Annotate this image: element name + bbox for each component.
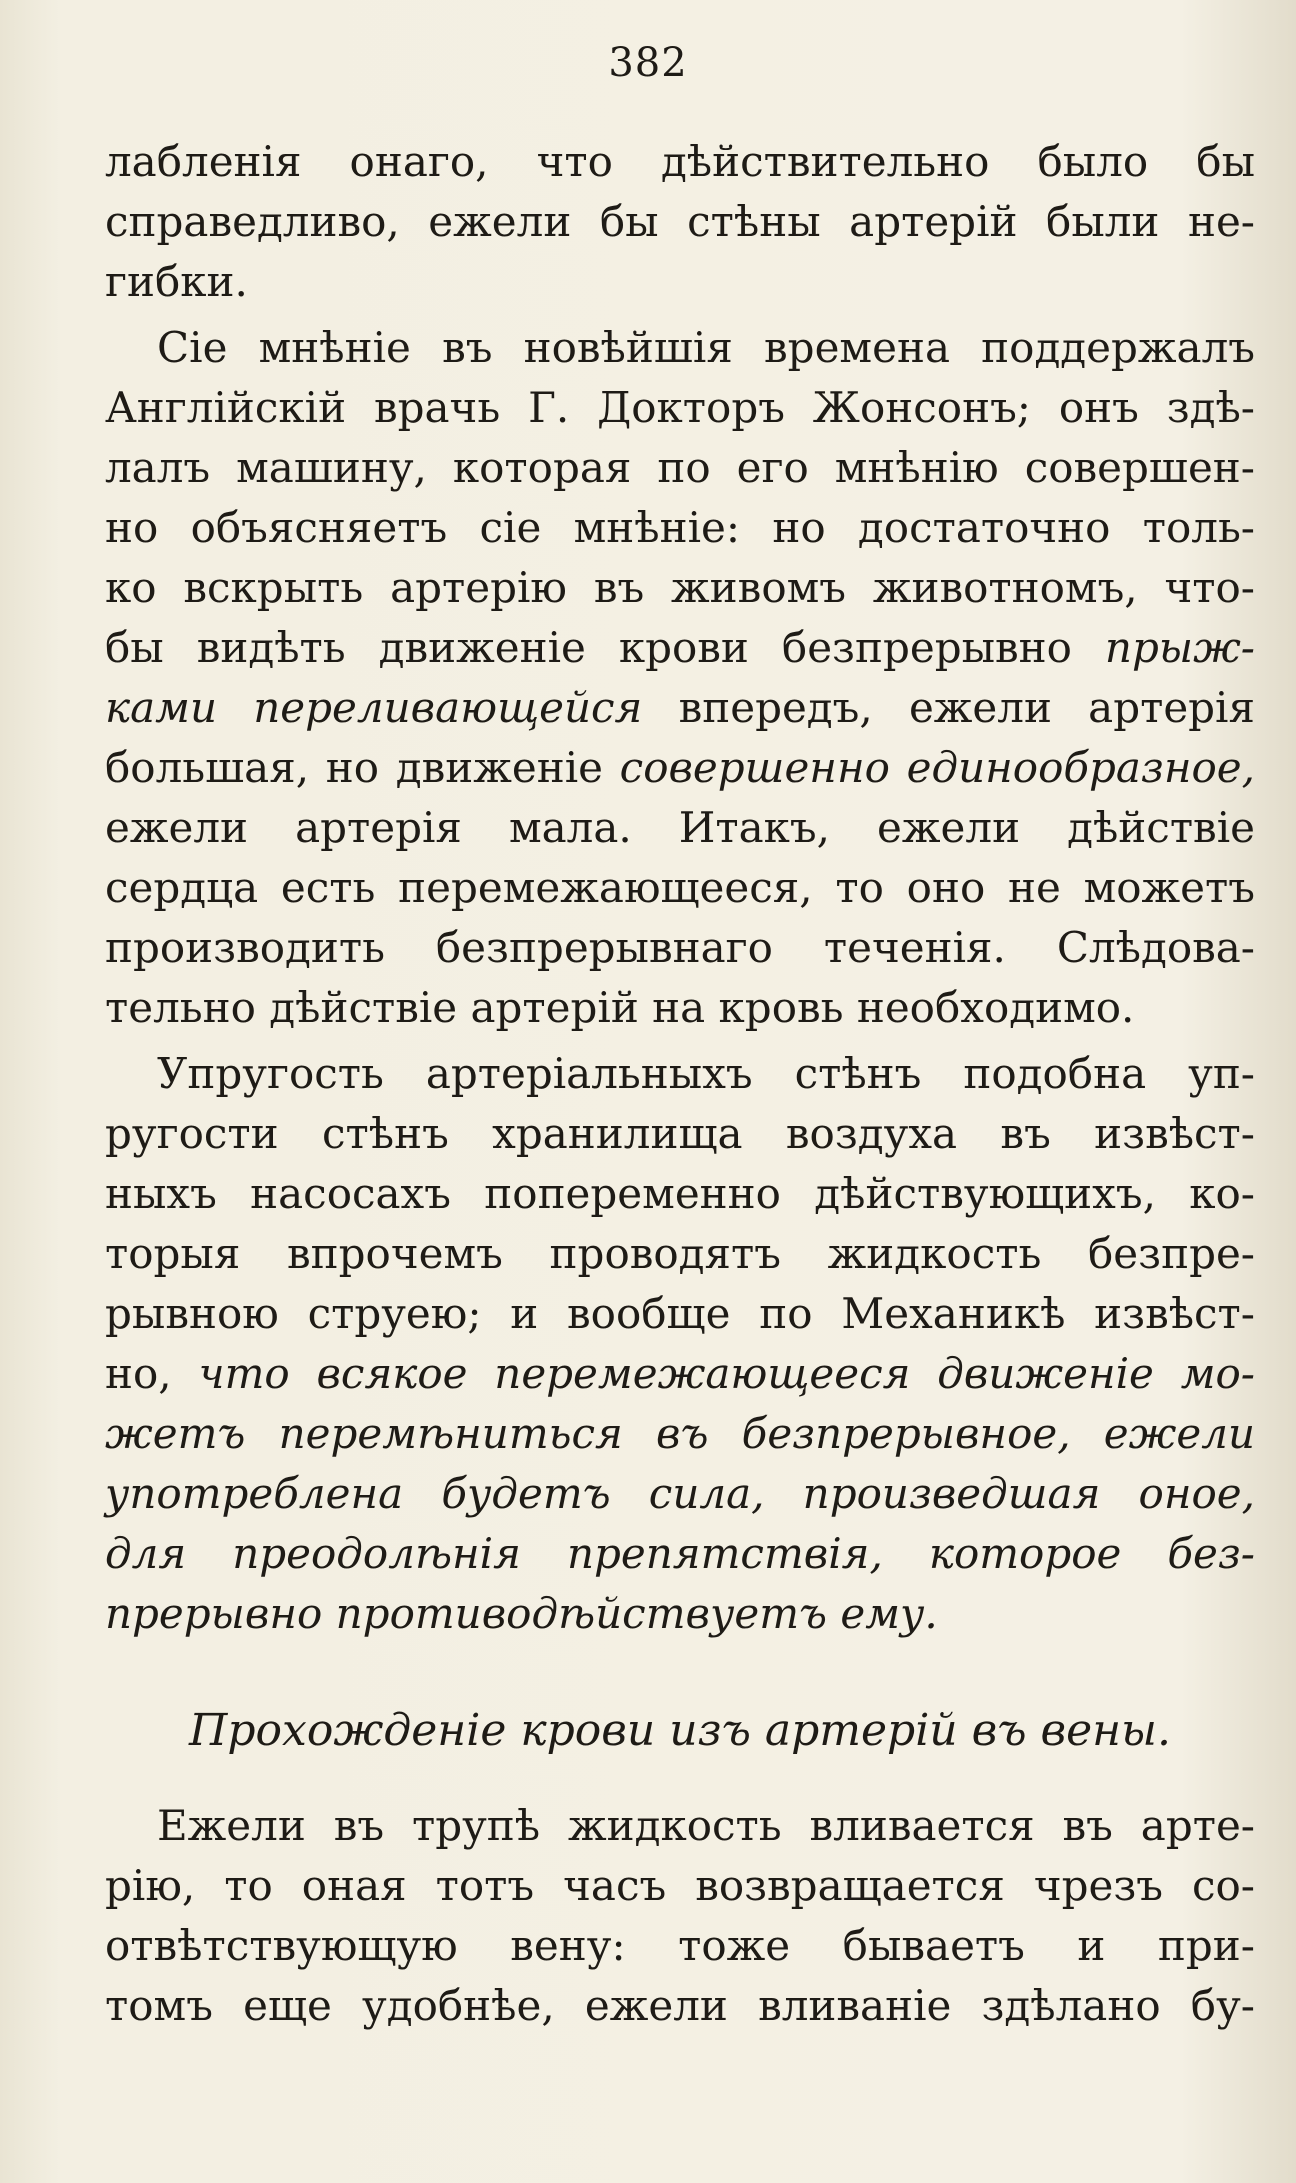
text-line: лабленія онаго, что дѣйствительно было бы [105,137,1255,186]
text-line: Упругость артеріальныхъ стѣнъ подобна уп- [157,1049,1255,1098]
text-line: ругости стѣнъ хранилища воздуха въ извѣст- [105,1109,1255,1158]
text-line: но объясняетъ сіе мнѣніе: но достаточно толь- [105,503,1255,552]
text-line: Сіе мнѣніе въ новѣйшія времена поддержалъ [157,323,1255,372]
italic-run: что всякое перемежающееся движеніе мо- [198,1349,1255,1398]
text-line: жетъ перемѣниться въ безпрерывное, ежели [105,1409,1255,1458]
text-run: большая, но движеніе [105,743,620,792]
paragraph-2 [105,318,1255,1038]
text-line: производить безпрерывнаго теченія. Слѣдова- [105,923,1255,972]
italic-run: ками переливающейся [105,683,643,732]
text-run: бы видѣть движеніе крови безпрерывно [105,623,1105,672]
paragraph-4 [105,1796,1255,2036]
text-line: ко вскрыть артерію въ живомъ животномъ, что- [105,563,1255,612]
text-line [105,1344,1255,1404]
text-line: Ежели въ трупѣ жидкость вливается въ арте- [157,1801,1255,1850]
italic-run: прыж- [1104,623,1255,672]
text-line: ежели артерія мала. Итакъ, ежели дѣйствіе [105,803,1255,852]
italic-run: совершенно единообразное, [619,743,1255,792]
text-line: томъ еще удобнѣе, ежели вливаніе здѣлано бу- [105,1981,1255,2030]
text-line [105,678,1255,738]
text-line: тельно дѣйствіе артерій на кровь необходимо. [105,983,1135,1032]
text-line [105,738,1255,798]
paragraph-1 [105,132,1255,312]
text-line: гибки. [105,257,248,306]
text-line: рію, то оная тотъ часъ возвращается чрезъ со- [105,1861,1255,1910]
text-line: ныхъ насосахъ попеременно дѣйствующихъ, ко- [105,1169,1255,1218]
paragraph-3 [105,1044,1255,1644]
text-line: лалъ машину, которая по его мнѣнію совершен- [105,443,1255,492]
page-number: 382 [608,40,688,86]
text-run: впередъ, ежели артерія [642,683,1255,732]
text-line: отвѣтствующую вену: тоже бываетъ и при- [105,1921,1255,1970]
text-line: прерывно противодѣйствуетъ ему. [105,1589,938,1638]
text-line: для преодолѣнія препятствія, которое без- [105,1529,1255,1578]
text-line: употреблена будетъ сила, произведшая оное, [105,1469,1255,1518]
section-heading: Прохожденіе крови изъ артерій въ вены. [189,1705,1171,1756]
text-line: сердца есть перемежающееся, то оно не можетъ [105,863,1255,912]
text-line: торыя впрочемъ проводятъ жидкость безпре- [105,1229,1255,1278]
page-body [105,132,1255,2036]
text-line [105,618,1255,678]
text-line: Англійскій врачь Г. Докторъ Жонсонъ; онъ здѣ- [105,383,1255,432]
text-line: рывною струею; и вообще по Механикѣ извѣст- [105,1289,1255,1338]
text-run: но, [105,1349,199,1398]
text-line: справедливо, ежели бы стѣны артерій были не- [105,197,1255,246]
